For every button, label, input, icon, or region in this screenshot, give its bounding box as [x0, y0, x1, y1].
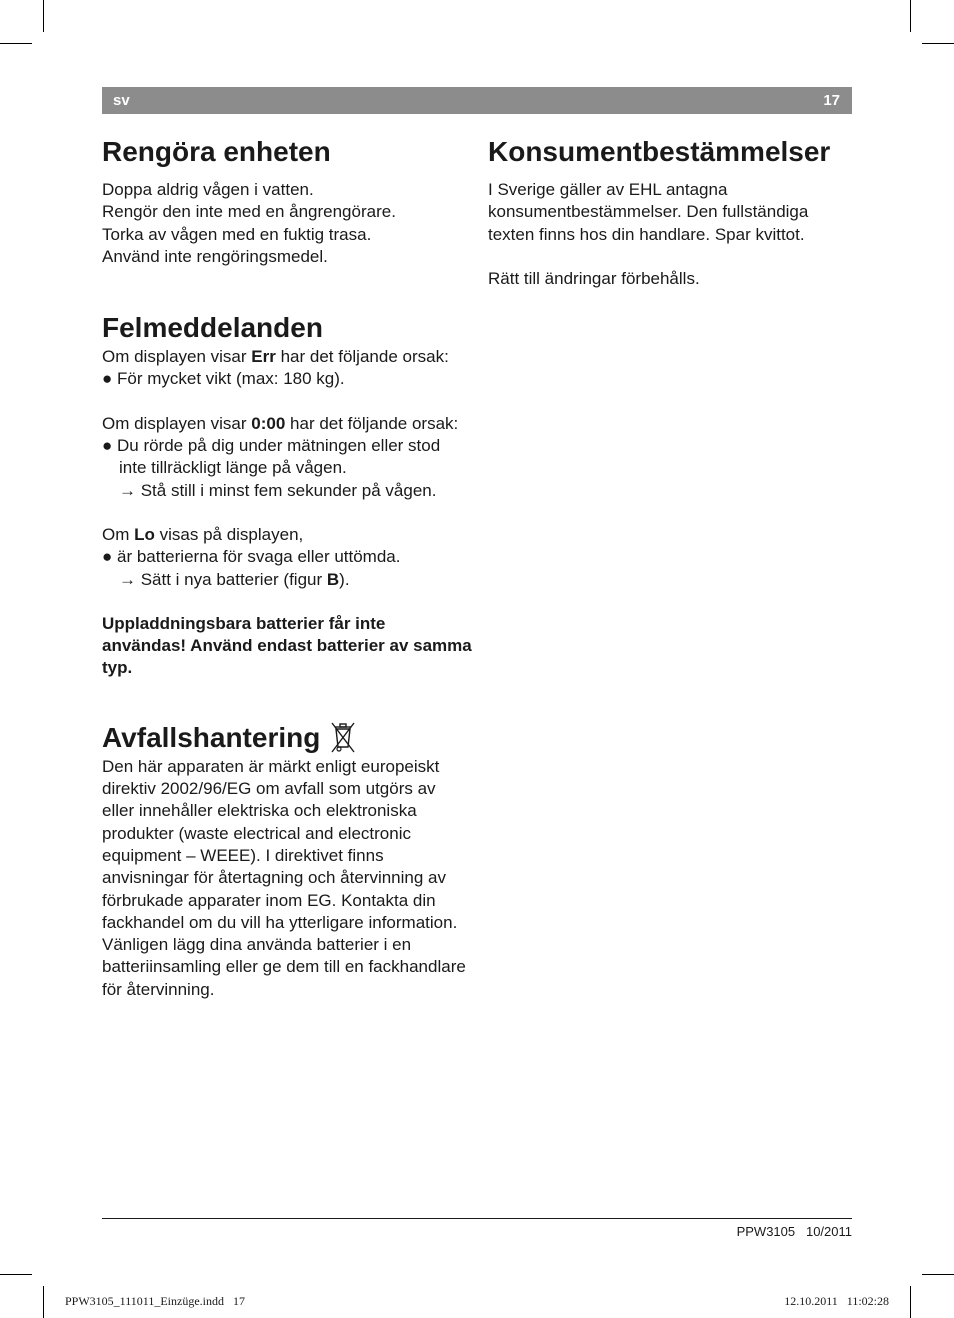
footer-rule: [102, 1218, 852, 1219]
cleaning-line: Använd inte rengöringsmedel.: [102, 246, 328, 266]
consumer-title: Konsumentbestämmelser: [488, 136, 831, 167]
err-code: Err: [251, 347, 276, 367]
disposal-section: [102, 720, 472, 1001]
disposal-title: Avfallshantering: [102, 721, 321, 753]
crop-mark: [922, 43, 954, 44]
language-code: sv: [113, 92, 130, 109]
print-slug-file: PPW3105_111011_Einzüge.indd 17: [65, 1294, 245, 1308]
error-messages-title: Felmeddelanden: [102, 312, 323, 344]
crop-mark: [910, 1286, 911, 1318]
header-bar: [102, 87, 852, 114]
lo-cause: ● är batterierna för svaga eller uttömda. → Sätt i nya batterier (figur B).: [102, 546, 472, 591]
battery-disposal-text: Vänligen lägg dina använda batterier i en batteriinsamling eller ge dem till en fackhandlare för återvinning.: [102, 935, 466, 999]
battery-warning: Uppladdningsbara batterier får inte användas! Använd endast batterier av samma typ.: [102, 613, 472, 678]
lo-intro: Om Lo visas på displayen,: [102, 524, 304, 544]
page-number: 17: [823, 92, 840, 109]
cleaning-title: Rengöra enheten: [102, 136, 331, 167]
crop-mark: [43, 1286, 44, 1318]
cleaning-line: Rengör den inte med en ångrengörare.: [102, 202, 396, 222]
consumer-text: I Sverige gäller av EHL antagna konsumentbestämmelser. Den fullständiga texten finns hos din handlare. Spar kvittot.: [488, 180, 809, 244]
err-intro: Om displayen visar Err har det följande orsak:: [102, 347, 449, 367]
disposal-text: Den här apparaten är märkt enligt europeiskt direktiv 2002/96/EG om avfall som utgörs av eller innehåller elektriska och elektroniska produkter (waste electrical and electronic equipment – WEEE). I direktivet finns anvisningar för återtagning och återvinning av förbrukade apparater inom EG. Kontakta din fackhandel om du vill ha ytterligare information.: [102, 756, 458, 932]
consumer-section: [488, 134, 858, 290]
zero-code: 0:00: [251, 413, 286, 433]
crop-mark: [0, 43, 32, 44]
print-slug-date: 12.10.2011 11:02:28: [784, 1294, 889, 1308]
crop-mark: [910, 0, 911, 32]
cleaning-section: [102, 134, 472, 268]
error-messages-section: [102, 310, 472, 680]
right-column: [488, 132, 858, 290]
crop-mark: [922, 1274, 954, 1275]
crop-mark: [43, 0, 44, 32]
crop-mark: [0, 1274, 32, 1275]
left-column: [102, 132, 472, 1001]
cleaning-line: Torka av vågen med en fuktig trasa.: [102, 224, 372, 244]
lo-action: → Sätt i nya batterier (figur B).: [119, 569, 350, 589]
cleaning-line: Doppa aldrig vågen i vatten.: [102, 180, 314, 199]
reservation-text: Rätt till ändringar förbehålls.: [488, 268, 700, 288]
zero-intro: Om displayen visar 0:00 har det följande orsak:: [102, 413, 459, 433]
crossed-out-wheelie-bin-icon: [330, 721, 356, 755]
zero-action: → Stå still i minst fem sekunder på vågen.: [119, 480, 437, 500]
lo-code: Lo: [134, 524, 155, 544]
footer-model: PPW3105 10/2011: [736, 1224, 852, 1239]
disposal-heading: [102, 720, 472, 756]
zero-cause: ● Du rörde på dig under mätningen eller stod inte tillräckligt länge på vågen. → Stå still i minst fem sekunder på vågen.: [102, 435, 472, 502]
err-cause: ● För mycket vikt (max: 180 kg).: [102, 369, 345, 389]
